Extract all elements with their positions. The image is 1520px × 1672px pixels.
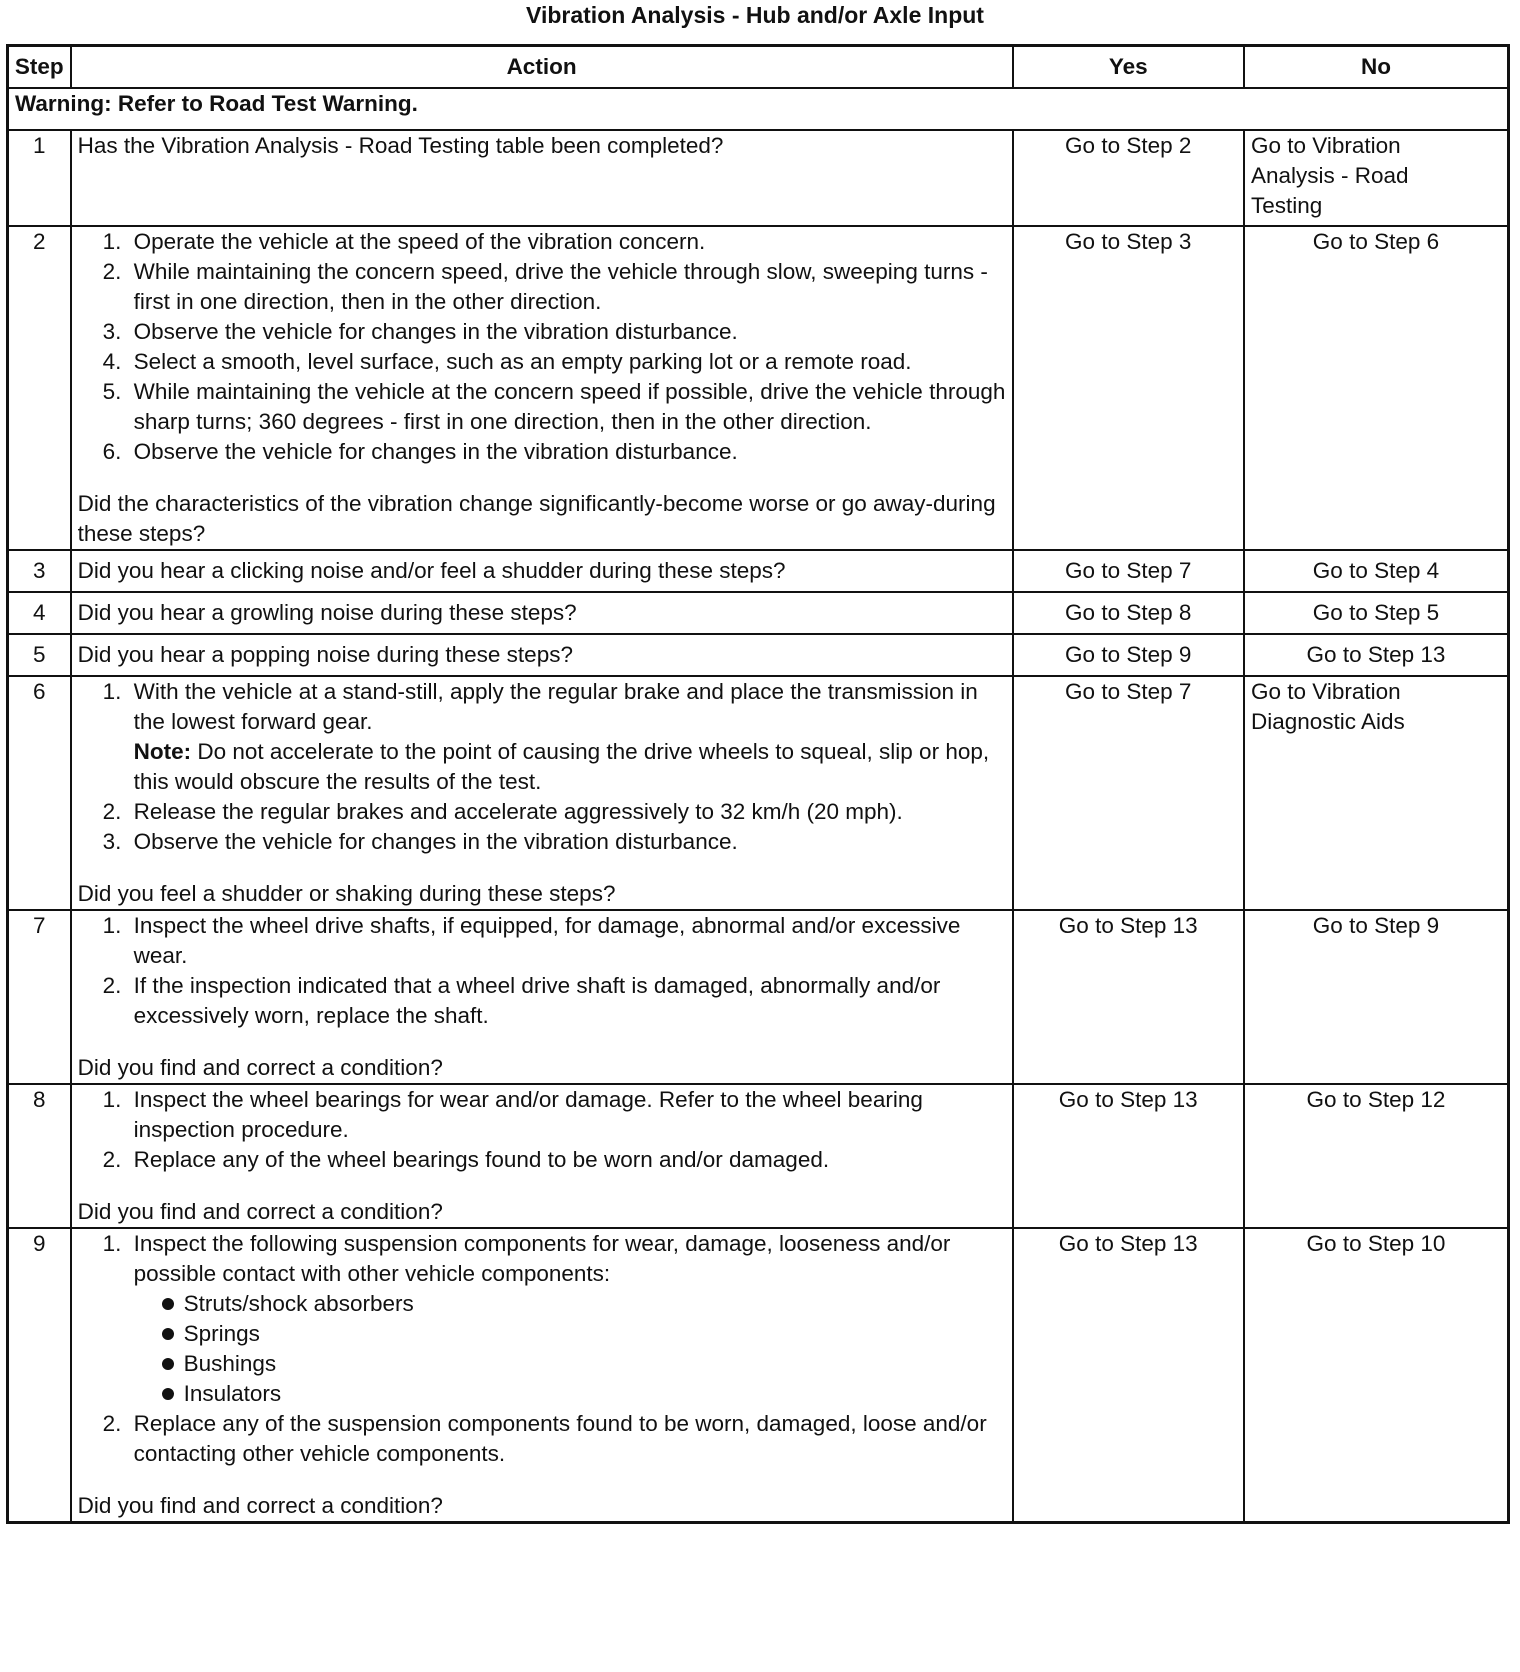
note	[134, 737, 1006, 797]
header-action: Action	[71, 46, 1013, 89]
step-question: Did you find and correct a condition?	[77, 1493, 443, 1518]
component-item: Bushings	[162, 1349, 1006, 1379]
step-question: Has the Vibration Analysis - Road Testing table been completed?	[77, 133, 724, 158]
header-row	[8, 46, 1509, 89]
step-row-5	[8, 634, 1509, 676]
action-item: 2. If the inspection indicated that a wheel drive shaft is damaged, abnormally and/or excessively worn, replace the shaft.	[128, 971, 1006, 1031]
step-action	[71, 676, 1013, 910]
step-action	[71, 1228, 1013, 1523]
action-list	[78, 227, 1006, 467]
step-row-9	[8, 1228, 1509, 1523]
action-item: 4. Select a smooth, level surface, such as an empty parking lot or a remote road.	[128, 347, 1006, 377]
step-row-6	[8, 676, 1509, 910]
action-item	[128, 677, 1006, 797]
step-question: Did you hear a growling noise during these steps?	[71, 592, 1013, 634]
action-item: 3. Observe the vehicle for changes in the vibration disturbance.	[128, 317, 1006, 347]
warning-text: Warning: Refer to Road Test Warning.	[8, 88, 1509, 130]
step-row-7	[8, 910, 1509, 1084]
step-action	[71, 130, 1013, 226]
page-title: Vibration Analysis - Hub and/or Axle Input	[526, 2, 984, 28]
yes-link[interactable]: Go to Step 8	[1013, 592, 1244, 634]
step-number: 1	[8, 130, 71, 226]
action-item: 2. While maintaining the concern speed, drive the vehicle through slow, sweeping turns - first in one direction, then in the other direction.	[128, 257, 1006, 317]
step-row-2	[8, 226, 1509, 550]
yes-link[interactable]: Go to Step 13	[1013, 1228, 1244, 1523]
step-number: 9	[8, 1228, 71, 1523]
no-link-line: Testing	[1250, 193, 1323, 218]
step-question: Did you find and correct a condition?	[77, 1055, 443, 1080]
no-link[interactable]: Go to Step 4	[1244, 550, 1509, 592]
no-link-line: Analysis - Road	[1250, 163, 1409, 188]
no-link[interactable]: Go to Step 5	[1244, 592, 1509, 634]
action-item: 1. Operate the vehicle at the speed of the vibration concern.	[128, 227, 1006, 257]
step-question: Did you find and correct a condition?	[77, 1199, 443, 1224]
action-item: 1. Inspect the wheel bearings for wear and/or damage. Refer to the wheel bearing inspection procedure.	[128, 1085, 1006, 1145]
action-item: 6. Observe the vehicle for changes in the vibration disturbance.	[128, 437, 1006, 467]
step-row-3	[8, 550, 1509, 592]
step-number: 8	[8, 1084, 71, 1228]
step-number: 4	[8, 592, 71, 634]
step-row-1	[8, 130, 1509, 226]
step-question: Did you hear a clicking noise and/or feel a shudder during these steps?	[71, 550, 1013, 592]
no-link[interactable]: Go to Step 13	[1244, 634, 1509, 676]
action-item-text: 1. Inspect the following suspension components for wear, damage, looseness and/or possible contact with other vehicle components:	[133, 1231, 951, 1286]
step-action	[71, 226, 1013, 550]
no-link-line: Go to Vibration	[1250, 679, 1401, 704]
component-item: Struts/shock absorbers	[162, 1289, 1006, 1319]
note-text: Do not accelerate to the point of causing the drive wheels to squeal, slip or hop, this would obscure the results of the test.	[133, 739, 990, 794]
action-list	[78, 677, 1006, 857]
action-list	[78, 1085, 1006, 1175]
step-action	[71, 910, 1013, 1084]
no-link-line: Go to Vibration	[1250, 133, 1401, 158]
step-question: Did the characteristics of the vibration change significantly-become worse or go away-during these steps?	[77, 491, 996, 546]
header-step: Step	[8, 46, 71, 89]
component-item: Springs	[162, 1319, 1006, 1349]
yes-link[interactable]: Go to Step 7	[1013, 550, 1244, 592]
yes-link[interactable]: Go to Step 3	[1013, 226, 1244, 550]
no-link[interactable]	[1244, 676, 1509, 910]
header-yes: Yes	[1013, 46, 1244, 89]
action-item	[128, 1229, 1006, 1409]
action-item: 3. Observe the vehicle for changes in the vibration disturbance.	[128, 827, 1006, 857]
step-number: 2	[8, 226, 71, 550]
component-list	[134, 1289, 1006, 1409]
warning-row	[8, 88, 1509, 130]
no-link[interactable]: Go to Step 9	[1244, 910, 1509, 1084]
yes-link[interactable]: Go to Step 13	[1013, 910, 1244, 1084]
step-row-8	[8, 1084, 1509, 1228]
step-action	[71, 1084, 1013, 1228]
step-question: Did you hear a popping noise during these steps?	[71, 634, 1013, 676]
action-item: 2. Replace any of the wheel bearings found to be worn and/or damaged.	[128, 1145, 1006, 1175]
step-question: Did you feel a shudder or shaking during these steps?	[77, 881, 616, 906]
yes-link[interactable]: Go to Step 2	[1013, 130, 1244, 226]
diagnostic-table	[6, 44, 1510, 1524]
no-link[interactable]: Go to Step 12	[1244, 1084, 1509, 1228]
no-link-line: Diagnostic Aids	[1250, 709, 1405, 734]
yes-link[interactable]: Go to Step 13	[1013, 1084, 1244, 1228]
yes-link[interactable]: Go to Step 7	[1013, 676, 1244, 910]
action-item: 5. While maintaining the vehicle at the concern speed if possible, drive the vehicle through sharp turns; 360 degrees - first in one direction, then in the other direction.	[128, 377, 1006, 437]
action-item: 2. Replace any of the suspension components found to be worn, damaged, loose and/or contacting other vehicle components.	[128, 1409, 1006, 1469]
no-link[interactable]: Go to Step 6	[1244, 226, 1509, 550]
header-no: No	[1244, 46, 1509, 89]
no-link[interactable]	[1244, 130, 1509, 226]
step-number: 5	[8, 634, 71, 676]
component-item: Insulators	[162, 1379, 1006, 1409]
action-item-text: 1. With the vehicle at a stand-still, apply the regular brake and place the transmission in the lowest forward gear.	[133, 679, 978, 734]
note-label: Note:	[133, 739, 192, 764]
step-row-4	[8, 592, 1509, 634]
action-list	[78, 911, 1006, 1031]
step-number: 7	[8, 910, 71, 1084]
yes-link[interactable]: Go to Step 9	[1013, 634, 1244, 676]
step-number: 3	[8, 550, 71, 592]
action-item: 2. Release the regular brakes and accelerate aggressively to 32 km/h (20 mph).	[128, 797, 1006, 827]
action-item: 1. Inspect the wheel drive shafts, if equipped, for damage, abnormal and/or excessive wear.	[128, 911, 1006, 971]
action-list	[78, 1229, 1006, 1469]
no-link[interactable]: Go to Step 10	[1244, 1228, 1509, 1523]
step-number: 6	[8, 676, 71, 910]
